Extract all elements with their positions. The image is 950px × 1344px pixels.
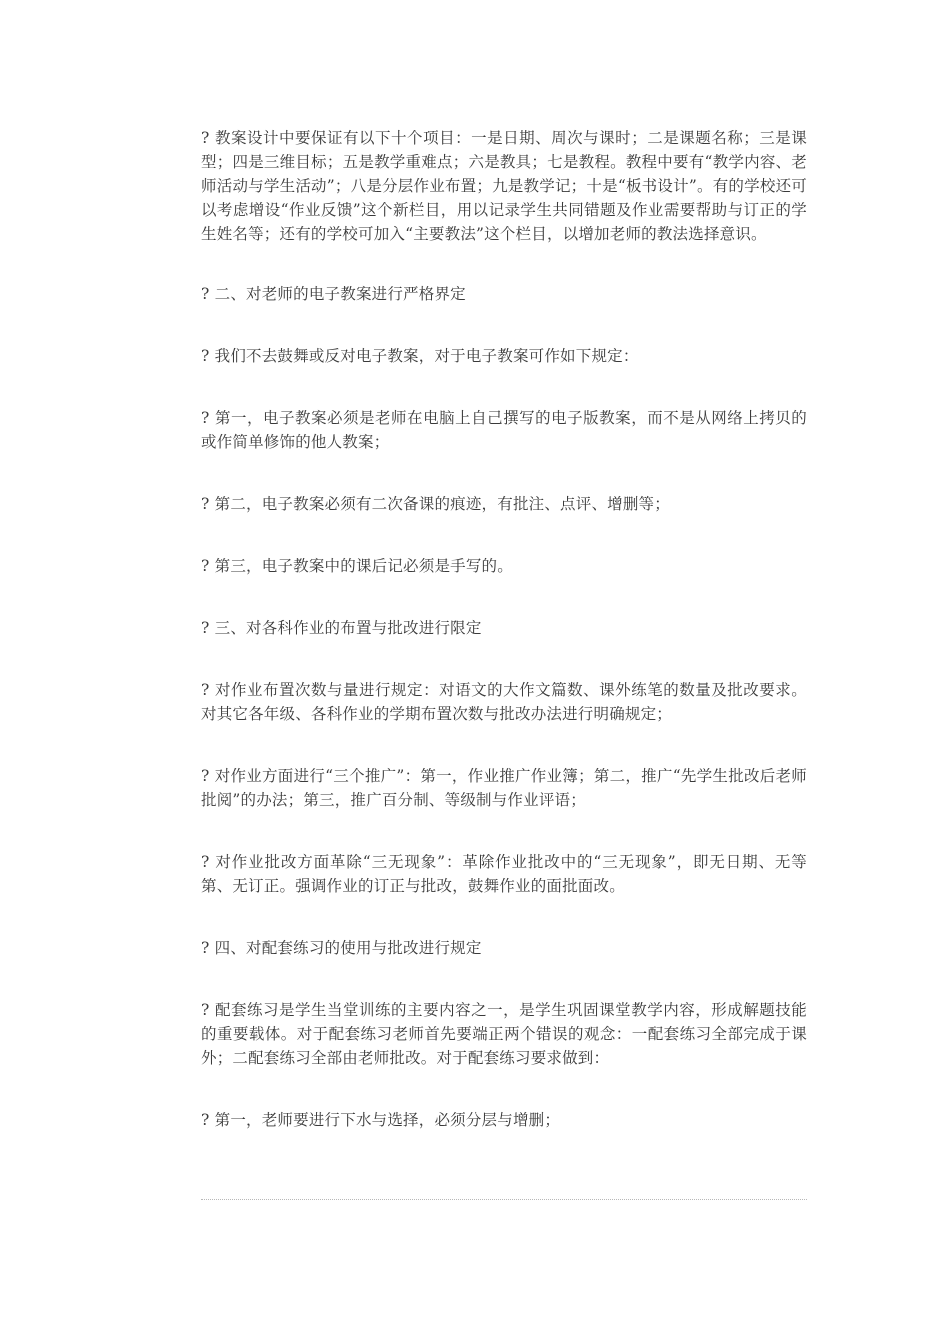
paragraph-three-promotions: ? 对作业方面进行“三个推广”：第一，作业推广作业簿；第二，推广“先学生批改后老师批阅”的办法；第三，推广百分制、等级制与作业评语； (201, 767, 807, 809)
paragraph-electronic-intro: ? 我们不去鼓舞或反对电子教案，对于电子教案可作如下规定： (201, 347, 639, 365)
dotted-divider (201, 1199, 807, 1200)
paragraph-three-nones: ? 对作业批改方面革除“三无现象”：革除作业批改中的“三无现象”，即无日期、无等第、无订正。强调作业的订正与批改，鼓舞作业的面批面改。 (201, 853, 807, 895)
paragraph-electronic-rule-3: ? 第三，电子教案中的课后记必须是手写的。 (201, 557, 513, 575)
paragraph-lesson-plan-items: ? 教案设计中要保证有以下十个项目：一是日期、周次与课时；二是课题名称；三是课型；四是三维目标；五是教学重难点；六是教具；七是教程。教程中要有“教学内容、老师活动与学生活动”；八是分层作业布置；九是教学记；十是“板书设计”。有的学校还可以考虑增设“作业反馈”这个新栏目，用以记录学生共同错题及作业需要帮助与订正的学生姓名等；还有的学校可加入“主要教法”这个栏目，以增加老师的教法选择意识。 (201, 129, 807, 243)
paragraph-exercises-rule-1: ? 第一，老师要进行下水与选择，必须分层与增删； (201, 1111, 561, 1129)
paragraph-electronic-rule-1: ? 第一，电子教案必须是老师在电脑上自己撰写的电子版教案，而不是从网络上拷贝的或作简单修饰的他人教案； (201, 409, 807, 451)
document-body (201, 126, 807, 1132)
heading-electronic-lesson-plans: ? 二、对老师的电子教案进行严格界定 (201, 285, 466, 303)
heading-homework: ? 三、对各科作业的布置与批改进行限定 (201, 619, 482, 637)
paragraph-electronic-rule-2: ? 第二，电子教案必须有二次备课的痕迹，有批注、点评、增删等； (201, 495, 670, 513)
heading-exercises: ? 四、对配套练习的使用与批改进行规定 (201, 939, 482, 957)
paragraph-exercises-intro: ? 配套练习是学生当堂训练的主要内容之一，是学生巩固课堂教学内容，形成解题技能的重要载体。对于配套练习老师首先要端正两个错误的观念：一配套练习全部完成于课外；二配套练习全部由老师批改。对于配套练习要求做到： (201, 1001, 807, 1067)
paragraph-homework-quantity: ? 对作业布置次数与量进行规定：对语文的大作文篇数、课外练笔的数量及批改要求。对其它各年级、各科作业的学期布置次数与批改办法进行明确规定； (201, 681, 807, 723)
